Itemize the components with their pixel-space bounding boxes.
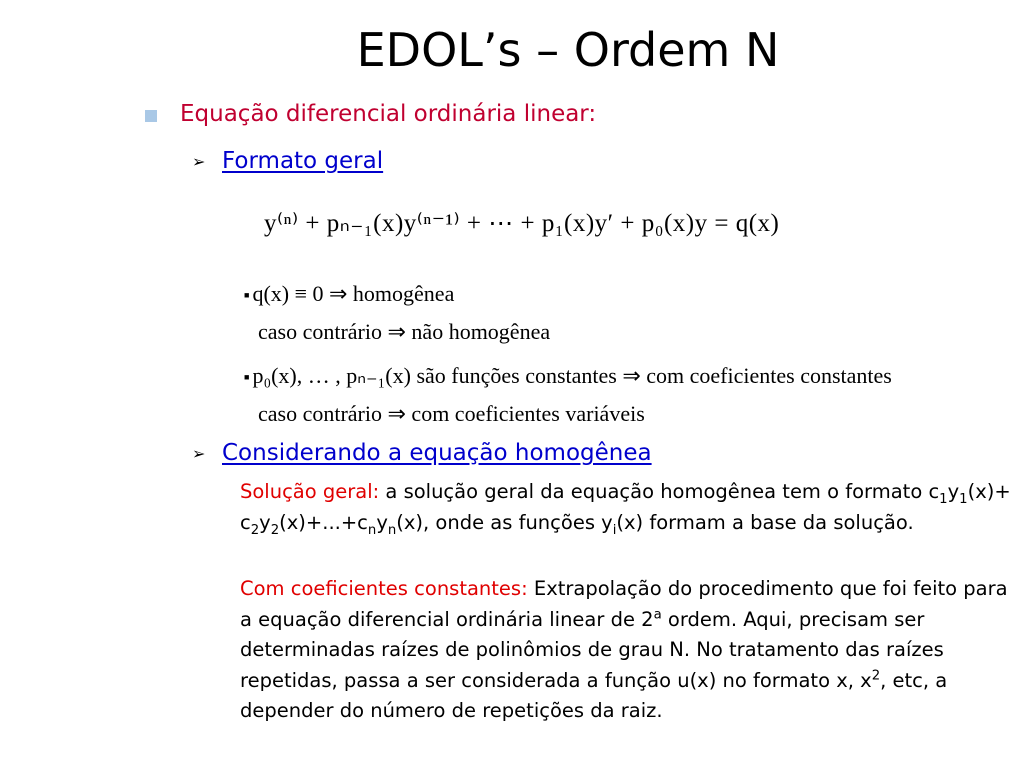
paragraph-constant-coefficients: Com coeficientes constantes: Extrapolação do procedimento que foi feito para a equação diferencial ordinária linear de 2$^a$ ordem. Aqui, precisam ser determinadas raízes de polinômios de grau N. No tratamento das raízes repetidas, passa a ser considerada a função u(x) no formato x, $x^2$, etc, a depender do número de repetições da raiz. — [240, 577, 1008, 722]
condition-constant-else: caso contrário ⇒ com coeficientes variáveis — [258, 401, 645, 426]
bullet-square-icon — [145, 110, 157, 122]
condition-constant-text: p₀(x), … , pₙ₋₁(x) são funções constantes ⇒ com coeficientes constantes — [252, 363, 892, 388]
slide-title: EDOL’s – Ordem N — [356, 23, 780, 77]
arrow-bullet-icon: ➢ — [192, 444, 206, 463]
condition-homogeneous — [244, 279, 454, 310]
general-equation: y⁽ⁿ⁾ + pₙ₋₁(x)y⁽ⁿ⁻¹⁾ + ⋯ + p₁(x)y′ + p₀(x)y = q(x) — [264, 210, 780, 237]
label-general-solution: Solução geral: — [240, 480, 380, 503]
arrow-bullet-icon: ➢ — [192, 152, 206, 171]
bullet-heading: Equação diferencial ordinária linear: — [180, 101, 597, 127]
link-considerando-homogenea[interactable]: Considerando a equação homogênea — [222, 440, 652, 466]
small-bullet-icon: ■ — [244, 372, 250, 382]
label-constant-coefficients: Com coeficientes constantes: — [240, 577, 528, 600]
link-formato-geral[interactable]: Formato geral — [222, 148, 384, 174]
condition-homogeneous-text: q(x) ≡ 0 ⇒ homogênea — [252, 281, 455, 306]
condition-constant-coefficients — [244, 361, 892, 392]
condition-homogeneous-else: caso contrário ⇒ não homogênea — [258, 319, 551, 344]
paragraph-general-solution: Solução geral: a solução geral da equação homogênea tem o formato $c_1y_1(x)+ c_2y_2(x)+...+c_ny_n(x)$, onde as funções $y_i(x)$ formam a base da solução. — [240, 480, 1011, 538]
small-bullet-icon: ■ — [244, 290, 250, 300]
